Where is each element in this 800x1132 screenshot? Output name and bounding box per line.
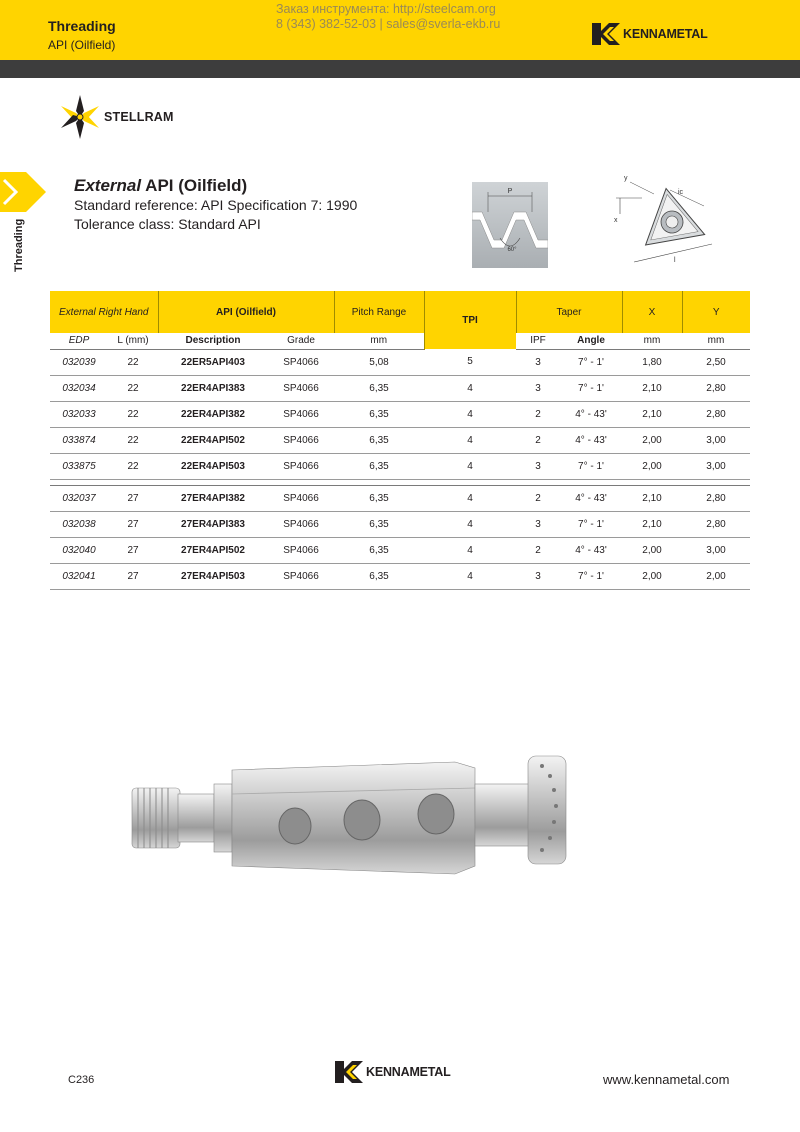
stellram-logo <box>60 94 174 140</box>
tolerance-class: Tolerance class: Standard API <box>74 216 261 232</box>
cell-grade: SP4066 <box>268 453 334 479</box>
col-grade: Grade <box>268 333 334 349</box>
cell-edp: 032040 <box>50 537 108 563</box>
stellram-star-icon <box>60 94 100 140</box>
cell-l: 27 <box>108 485 158 511</box>
cell-ipf: 3 <box>516 563 560 589</box>
cell-grade: SP4066 <box>268 401 334 427</box>
col-ipf: IPF <box>516 333 560 349</box>
cell-tpi: 4 <box>424 401 516 427</box>
cell-tpi: 4 <box>424 375 516 401</box>
cell-ipf: 2 <box>516 537 560 563</box>
cell-description: 27ER4API383 <box>158 511 268 537</box>
section-title-italic: External <box>74 176 142 195</box>
cell-edp: 032034 <box>50 375 108 401</box>
col-header-taper: Taper <box>516 291 622 333</box>
table-row[interactable] <box>50 563 750 589</box>
cell-l: 22 <box>108 375 158 401</box>
col-x-unit: mm <box>622 333 682 349</box>
cell-l: 22 <box>108 453 158 479</box>
cell-grade: SP4066 <box>268 563 334 589</box>
col-description: Description <box>158 333 268 349</box>
cell-x: 2,10 <box>622 485 682 511</box>
cell-l: 22 <box>108 401 158 427</box>
col-edp: EDP <box>50 333 108 349</box>
cell-y: 2,80 <box>682 511 750 537</box>
cell-x: 2,00 <box>622 453 682 479</box>
table-row[interactable] <box>50 349 750 375</box>
cell-angle: 7° - 1' <box>560 349 622 375</box>
col-header-hand: External Right Hand <box>50 291 158 333</box>
col-l: L (mm) <box>108 333 158 349</box>
kennametal-logo-footer <box>335 1061 451 1083</box>
insert-specification-table <box>50 291 750 590</box>
cell-y: 3,00 <box>682 537 750 563</box>
cell-x: 2,00 <box>622 537 682 563</box>
cell-tpi: 4 <box>424 511 516 537</box>
cell-edp: 032033 <box>50 401 108 427</box>
cell-grade: SP4066 <box>268 511 334 537</box>
contact-block <box>276 2 500 32</box>
cell-angle: 4° - 43' <box>560 485 622 511</box>
side-tab-label: Threading <box>13 218 25 272</box>
cell-y: 2,50 <box>682 349 750 375</box>
cell-x: 1,80 <box>622 349 682 375</box>
cell-edp: 032041 <box>50 563 108 589</box>
cell-y: 2,80 <box>682 401 750 427</box>
angle-label: 60° <box>507 247 517 253</box>
cell-y: 2,80 <box>682 375 750 401</box>
cell-x: 2,00 <box>622 427 682 453</box>
thread-profile-drawing <box>472 182 548 268</box>
table-row[interactable] <box>50 401 750 427</box>
col-y-unit: mm <box>682 333 750 349</box>
cell-description: 22ER4API502 <box>158 427 268 453</box>
cell-edp: 032039 <box>50 349 108 375</box>
cell-ipf: 3 <box>516 375 560 401</box>
pitch-label: P <box>507 188 513 195</box>
cell-l: 27 <box>108 537 158 563</box>
header-band <box>0 60 800 78</box>
section-arrow-icon <box>0 172 48 212</box>
cell-edp: 033874 <box>50 427 108 453</box>
header-subtitle: API (Oilfield) <box>48 38 116 52</box>
cell-grade: SP4066 <box>268 485 334 511</box>
cell-l: 27 <box>108 511 158 537</box>
cell-pitch: 6,35 <box>334 401 424 427</box>
cell-l: 27 <box>108 563 158 589</box>
cell-tpi: 5 <box>424 349 516 375</box>
section-title-rest: API (Oilfield) <box>141 176 248 195</box>
standard-reference: Standard reference: API Specification 7: 1990 <box>74 197 358 213</box>
cell-description: 22ER4API383 <box>158 375 268 401</box>
cell-tpi: 4 <box>424 537 516 563</box>
cell-grade: SP4066 <box>268 375 334 401</box>
cell-tpi: 4 <box>424 427 516 453</box>
cell-y: 2,00 <box>682 563 750 589</box>
insert-dimension-diagram <box>606 172 724 278</box>
thread-profile-diagram <box>472 182 548 268</box>
stellram-wordmark: STELLRAM <box>104 110 174 124</box>
cell-y: 3,00 <box>682 427 750 453</box>
section-title <box>74 176 247 196</box>
cell-ipf: 3 <box>516 453 560 479</box>
cell-pitch: 6,35 <box>334 375 424 401</box>
cell-grade: SP4066 <box>268 349 334 375</box>
cell-description: 22ER4API382 <box>158 401 268 427</box>
table-units-row <box>50 333 750 349</box>
cell-ipf: 2 <box>516 485 560 511</box>
col-header-pitch: Pitch Range <box>334 291 424 333</box>
kennametal-logo-header <box>592 23 708 45</box>
cell-pitch: 6,35 <box>334 485 424 511</box>
col-header-tpi: TPI <box>424 291 516 349</box>
cell-pitch: 6,35 <box>334 427 424 453</box>
contact-phone-email-line[interactable]: 8 (343) 382-52-03 | sales@sverla-ekb.ru <box>276 17 501 31</box>
header-title: Threading <box>48 18 116 34</box>
cell-x: 2,00 <box>622 563 682 589</box>
table-row[interactable] <box>50 375 750 401</box>
cell-edp: 033875 <box>50 453 108 479</box>
cell-l: 22 <box>108 427 158 453</box>
col-header-api: API (Oilfield) <box>158 291 334 333</box>
kennametal-k-icon <box>335 1061 363 1083</box>
insert-x-label: x <box>614 217 618 224</box>
col-pitch-unit: mm <box>334 333 424 349</box>
cell-y: 3,00 <box>682 453 750 479</box>
cell-angle: 4° - 43' <box>560 401 622 427</box>
cell-angle: 4° - 43' <box>560 537 622 563</box>
cell-edp: 032038 <box>50 511 108 537</box>
cell-tpi: 4 <box>424 485 516 511</box>
cell-pitch: 5,08 <box>334 349 424 375</box>
cell-x: 2,10 <box>622 375 682 401</box>
table-row[interactable] <box>50 453 750 479</box>
cell-description: 27ER4API503 <box>158 563 268 589</box>
cell-description: 22ER5API403 <box>158 349 268 375</box>
table-row[interactable] <box>50 427 750 453</box>
kennametal-wordmark: KENNAMETAL <box>623 27 708 41</box>
table-row[interactable] <box>50 511 750 537</box>
cell-angle: 7° - 1' <box>560 453 622 479</box>
cell-y: 2,80 <box>682 485 750 511</box>
cell-angle: 4° - 43' <box>560 427 622 453</box>
cell-angle: 7° - 1' <box>560 511 622 537</box>
table-row[interactable] <box>50 537 750 563</box>
cell-angle: 7° - 1' <box>560 375 622 401</box>
cell-grade: SP4066 <box>268 537 334 563</box>
cell-description: 27ER4API502 <box>158 537 268 563</box>
cell-pitch: 6,35 <box>334 511 424 537</box>
cell-ipf: 3 <box>516 349 560 375</box>
table-row[interactable] <box>50 485 750 511</box>
cell-ipf: 2 <box>516 401 560 427</box>
contact-order-line[interactable]: Заказ инструмента: http://steelcam.org <box>276 2 496 16</box>
cell-grade: SP4066 <box>268 427 334 453</box>
cell-pitch: 6,35 <box>334 537 424 563</box>
cell-x: 2,10 <box>622 401 682 427</box>
page-number: C236 <box>68 1074 95 1086</box>
cell-pitch: 6,35 <box>334 453 424 479</box>
cell-l: 22 <box>108 349 158 375</box>
cell-description: 22ER4API503 <box>158 453 268 479</box>
col-header-x: X <box>622 291 682 333</box>
cell-ipf: 2 <box>516 427 560 453</box>
insert-l-label: l <box>674 257 676 264</box>
shaft-product-image <box>130 748 675 888</box>
kennametal-wordmark: KENNAMETAL <box>366 1065 451 1079</box>
cell-x: 2,10 <box>622 511 682 537</box>
cell-pitch: 6,35 <box>334 563 424 589</box>
col-angle: Angle <box>560 333 622 349</box>
insert-ic-label: ic <box>678 189 684 196</box>
cell-tpi: 4 <box>424 453 516 479</box>
website-link[interactable]: www.kennametal.com <box>603 1072 730 1087</box>
cell-ipf: 3 <box>516 511 560 537</box>
kennametal-k-icon <box>592 23 620 45</box>
cell-angle: 7° - 1' <box>560 563 622 589</box>
insert-y-label: y <box>624 175 628 182</box>
cell-tpi: 4 <box>424 563 516 589</box>
col-header-y: Y <box>682 291 750 333</box>
table-header-row <box>50 291 750 333</box>
cell-description: 27ER4API382 <box>158 485 268 511</box>
cell-edp: 032037 <box>50 485 108 511</box>
